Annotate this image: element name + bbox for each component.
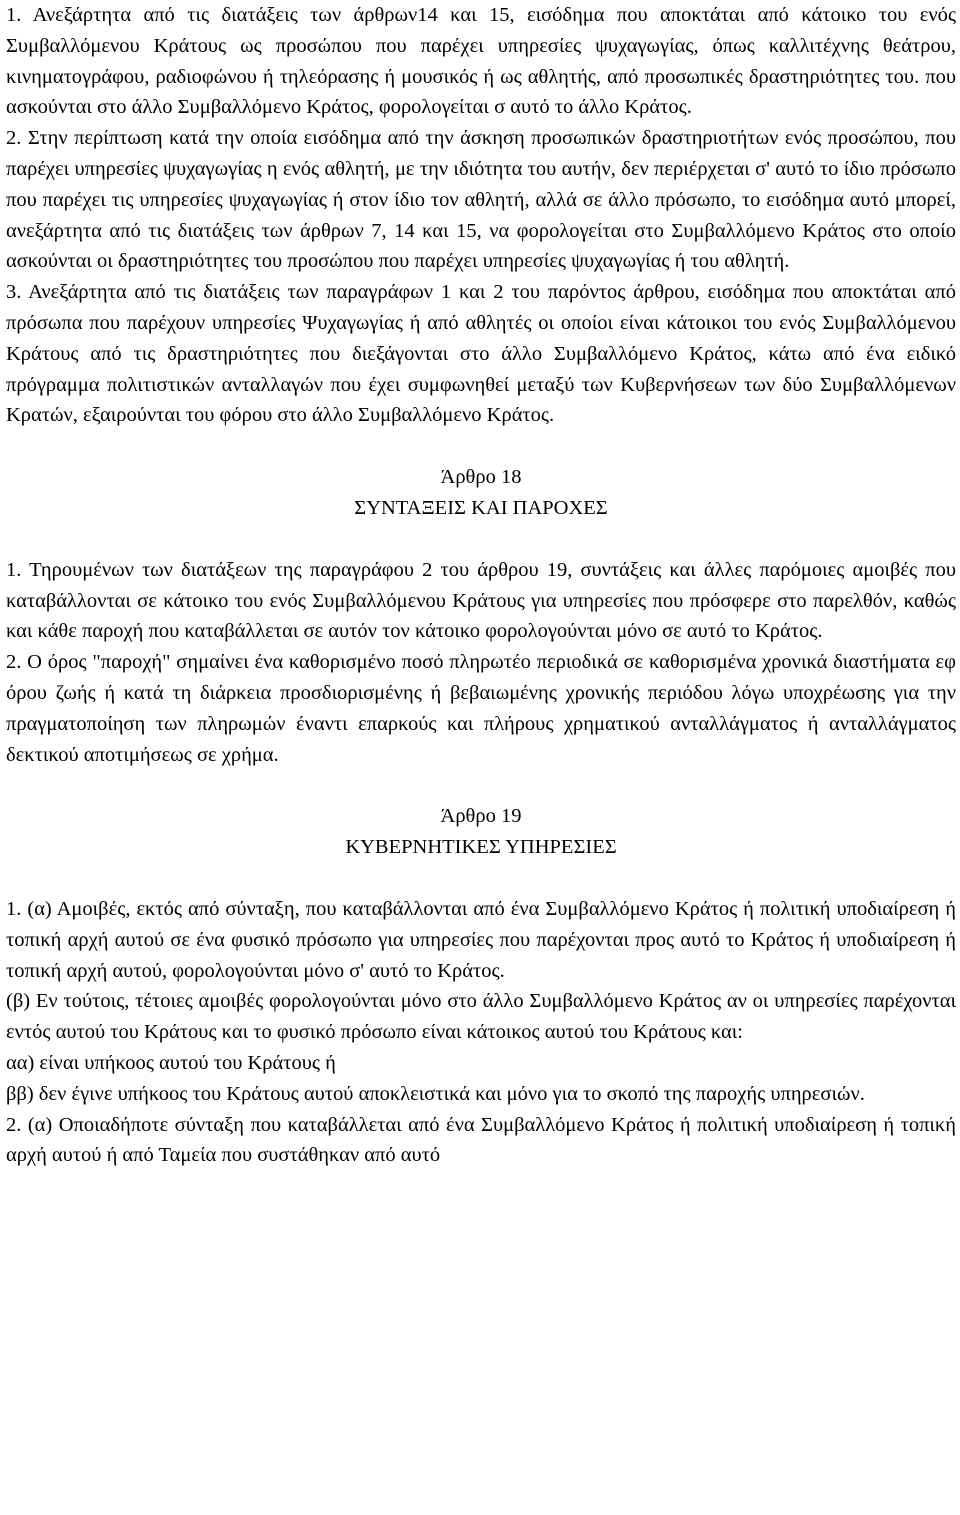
article-18-title: ΣΥΝΤΑΞΕΙΣ ΚΑΙ ΠΑΡΟΧΕΣ: [354, 496, 608, 519]
article-19-paragraph-2a: 2. (α) Οποιαδήποτε σύνταξη που καταβάλλεται από ένα Συμβαλλόμενο Κράτος ή πολιτική υποδιαίρεση ή τοπική αρχή αυτού ή από Ταμεία που συστάθηκαν από αυτό: [6, 1113, 956, 1167]
article-19-paragraph-1b: (β) Εν τούτοις, τέτοιες αμοιβές φορολογούνται μόνο στο άλλο Συμβαλλόμενο Κράτος αν οι υπηρεσίες παρέχονται εντός αυτού του Κράτους και το φυσικό πρόσωπο είναι κάτοικος αυτού του Κράτους και:: [6, 990, 956, 1044]
article-17-paragraph-2: 2. Στην περίπτωση κατά την οποία εισόδημα από την άσκηση προσωπικών δραστηριοτήτων ενός προσώπου, που παρέχει υπηρεσίες ψυχαγωγίας η ενός αθλητή, με την ιδιότητα του αυτήν, δεν περιέρχεται σ' αυτό το ίδιο πρόσωπο που παρέχει τις υπηρεσίες ψυχαγωγίας ή στον ίδιο τον αθλητή, αλλά σε άλλο πρόσωπο, το εισόδημα αυτό μπορεί, ανεξάρτητα από τις διατάξεις των άρθρων 7, 14 και 15, να φορολογείται στο Συμβαλλόμενο Κράτος στο οποίο ασκούνται οι δραστηριότητες του προσώπου που παρέχει υπηρεσίες ψυχαγωγίας ή του αθλητή.: [6, 127, 956, 273]
article-17-paragraph-3: 3. Ανεξάρτητα από τις διατάξεις των παραγράφων 1 και 2 του παρόντος άρθρου, εισόδημα που αποκτάται από πρόσωπα που παρέχουν υπηρεσίες Ψυχαγωγίας ή από αθλητές οι οποίοι είναι κάτοικοι του ενός Συμβαλλόμενου Κράτους από τις δραστηριότητες που διεξάγονται στο άλλο Συμβαλλόμενο Κράτος, κάτω από ένα ειδικό πρόγραμμα πολιτιστικών ανταλλαγών που έχει συμφωνηθεί μεταξύ των Κυβερνήσεων των δύο Συμβαλλόμενων Κρατών, εξαιρούνται του φόρου στο άλλο Συμβαλλόμενο Κράτος.: [6, 281, 956, 427]
article-19-paragraph-1b-aa: αα) είναι υπήκοος αυτού του Κράτους ή: [6, 1051, 336, 1074]
document-page: [6, 0, 956, 1171]
article-19-number: Άρθρο 19: [440, 805, 522, 828]
article-19-title: ΚΥΒΕΡΝΗΤΙΚΕΣ ΥΠΗΡΕΣΙΕΣ: [345, 836, 617, 859]
article-18-paragraph-1: 1. Τηρουμένων των διατάξεων της παραγράφου 2 του άρθρου 19, συντάξεις και άλλες παρόμοιες αμοιβές που καταβάλλονται σε κάτοικο του ενός Συμβαλλόμενου Κράτους για υπηρεσίες που πρόσφερε στο παρελθόν, καθώς και κάθε παροχή που καταβάλλεται σε αυτόν τον κάτοικο φορολογούνται μόνο σε αυτό το Κράτος.: [6, 558, 956, 643]
article-18-paragraph-2: 2. Ο όρος "παροχή" σημαίνει ένα καθορισμένο ποσό πληρωτέο περιοδικά σε καθορισμένα χρονικά διαστήματα εφ όρου ζωής ή κατά τη διάρκεια προσδιορισμένης ή βεβαιωμένης χρονικής περιόδου λόγω υποχρέωσης για την πραγματοποίηση των πληρωμών έναντι επαρκούς και πλήρους χρηματικού ανταλλάγματος ή ανταλλάγματος δεκτικού αποτιμήσεως σε χρήμα.: [6, 651, 956, 766]
article-17-paragraph-1: 1. Ανεξάρτητα από τις διατάξεις των άρθρων14 και 15, εισόδημα που αποκτάται από κάτοικο του ενός Συμβαλλόμενου Κράτους ως προσώπου που παρέχει υπηρεσίες ψυχαγωγίας, όπως καλλιτέχνης θεάτρου, κινηματογράφου, ραδιοφώνου ή τηλεόρασης ή μουσικός ή ως αθλητής, από προσωπικές δραστηριότητες του. που ασκούνται στο άλλο Συμβαλλόμενο Κράτος, φορολογείται σ αυτό το άλλο Κράτος.: [6, 4, 956, 119]
article-18-number: Άρθρο 18: [440, 466, 522, 489]
article-19-paragraph-1b-bb: ββ) δεν έγινε υπήκοος του Κράτους αυτού αποκλειστικά και μόνο για το σκοπό της παροχής υπηρεσιών.: [6, 1082, 865, 1105]
article-19-paragraph-1a: 1. (α) Αμοιβές, εκτός από σύνταξη, που καταβάλλονται από ένα Συμβαλλόμενο Κράτος ή πολιτική υποδιαίρεση ή τοπική αρχή αυτού σε ένα φυσικό πρόσωπο για υπηρεσίες που παρέχονται προς αυτό το Κράτος ή υποδιαίρεση ή τοπική αρχή αυτού, φορολογούνται μόνο σ' αυτό το Κράτος.: [6, 897, 956, 982]
